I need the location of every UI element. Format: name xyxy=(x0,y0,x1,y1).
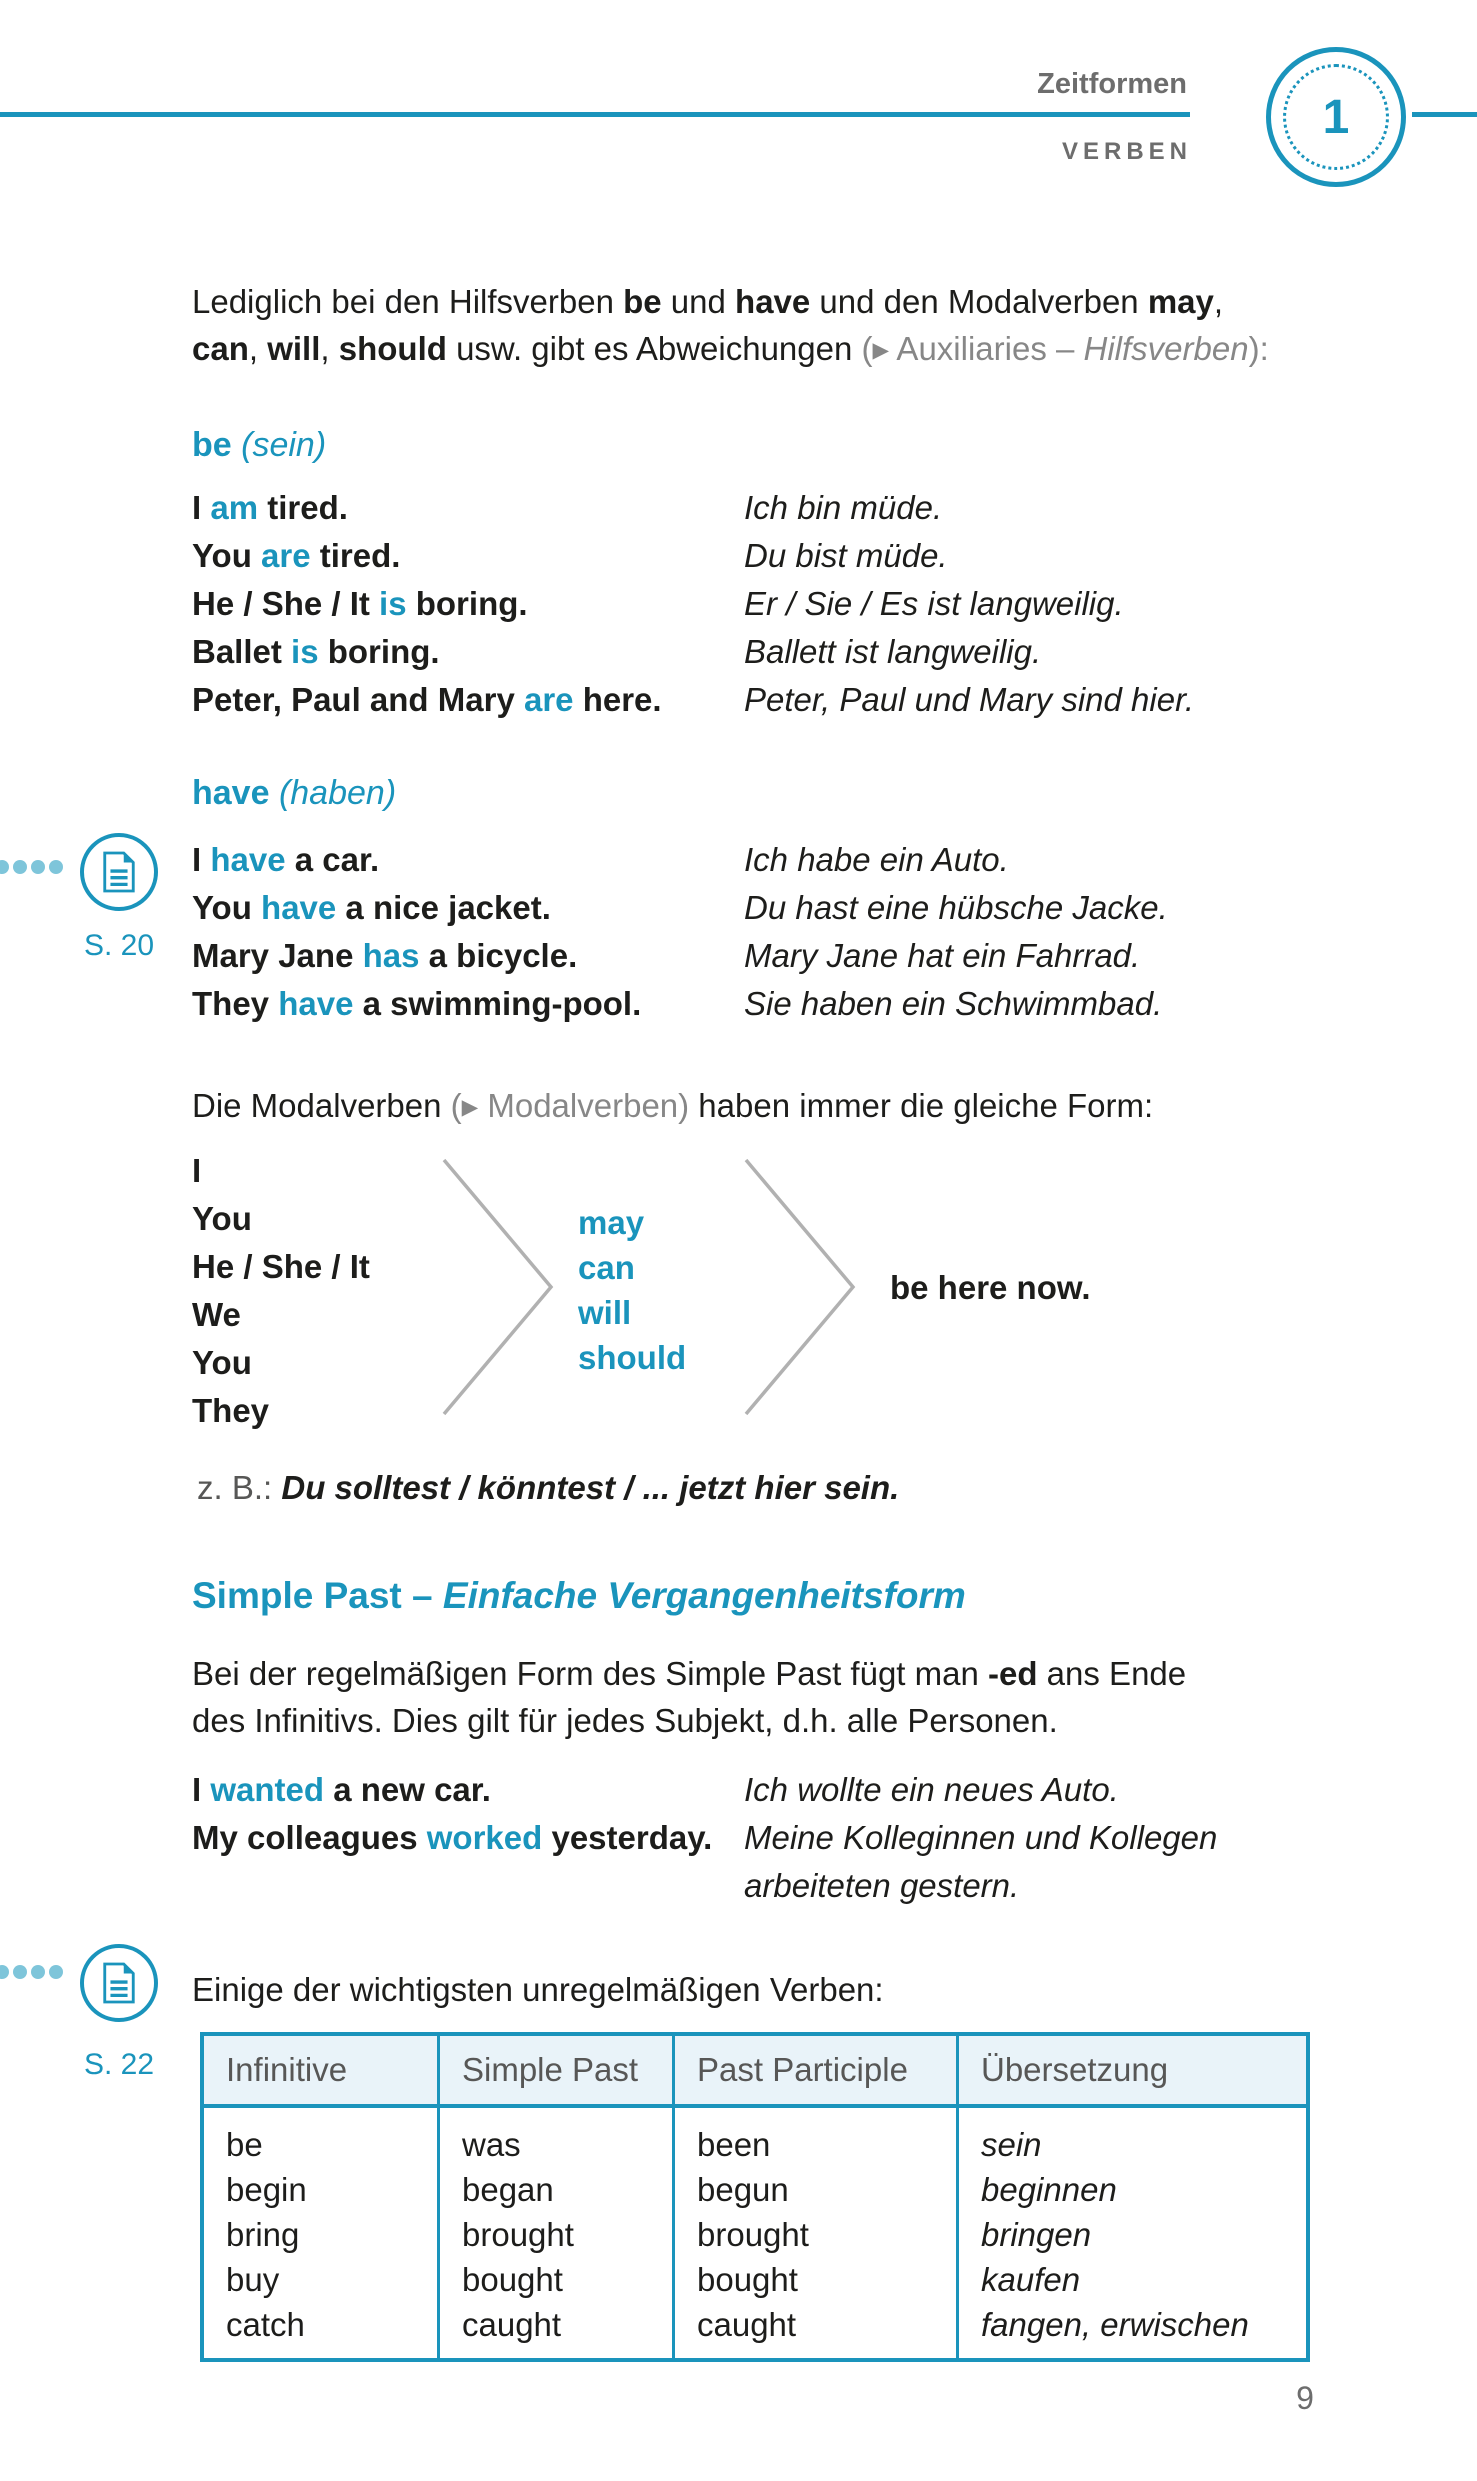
table-cell: caught xyxy=(672,2302,956,2358)
worksheet-document-icon xyxy=(80,833,158,911)
dot xyxy=(13,1965,27,1979)
german-translation: Er / Sie / Es ist langweilig. xyxy=(744,585,1124,622)
table-cell: fangen, erwischen xyxy=(956,2302,1306,2358)
modal-verb: will xyxy=(578,1294,632,1331)
table-cell: begun xyxy=(672,2167,956,2212)
table-row xyxy=(204,2167,1306,2212)
english-sentence: He / She / It is boring. xyxy=(192,585,528,622)
german-translation: Ballett ist langweilig. xyxy=(744,633,1042,670)
margin-dots xyxy=(0,1965,63,1979)
table-header-cell: Infinitive xyxy=(226,2051,348,2088)
table-cell: brought xyxy=(437,2212,672,2257)
dot xyxy=(49,860,63,874)
english-sentence: I have a car. xyxy=(192,841,380,878)
dot xyxy=(31,860,45,874)
table-cell: began xyxy=(437,2167,672,2212)
table-cell: beginnen xyxy=(956,2167,1306,2212)
dot xyxy=(49,1965,63,1979)
english-sentence: You have a nice jacket. xyxy=(192,889,551,926)
diagram-subject: He / She / It xyxy=(192,1248,370,1285)
table-body xyxy=(204,2108,1306,2358)
table-cell: bought xyxy=(437,2257,672,2302)
worksheet-document-icon xyxy=(80,1944,158,2022)
diagram-modal-verbs xyxy=(578,1200,686,1380)
document-icon xyxy=(100,1961,138,2005)
table-cell: caught xyxy=(437,2302,672,2358)
page-reference: S. 20 xyxy=(83,929,155,962)
german-translation: Peter, Paul und Mary sind hier. xyxy=(744,681,1195,718)
dot xyxy=(0,860,9,874)
english-sentence: I wanted a new car. xyxy=(192,1771,491,1808)
table-cell: brought xyxy=(672,2212,956,2257)
chapter-number-badge xyxy=(1266,47,1406,187)
english-sentence: My colleagues worked yesterday. xyxy=(192,1819,713,1856)
german-translation: Mary Jane hat ein Fahrrad. xyxy=(744,937,1141,974)
modal-verb: may xyxy=(578,1204,645,1241)
dot xyxy=(13,860,27,874)
german-translation: Du bist müde. xyxy=(744,537,948,574)
english-sentence: I am tired. xyxy=(192,489,348,526)
example-row xyxy=(192,1766,1322,1814)
table-cell: catch xyxy=(226,2306,305,2343)
english-sentence: Ballet is boring. xyxy=(192,633,440,670)
body-line: Bei der regelmäßigen Form des Simple Past fügt man -ed ans Ende xyxy=(192,1655,1187,1692)
table-row xyxy=(204,2257,1306,2302)
chapter-number: 1 xyxy=(1322,90,1350,144)
simple-past-heading: Simple Past – Einfache Vergangenheitsform xyxy=(192,1575,966,1616)
diagram-subjects xyxy=(192,1147,370,1435)
diagram-subject: I xyxy=(192,1152,202,1189)
english-sentence: You are tired. xyxy=(192,537,401,574)
table-cell: begin xyxy=(226,2171,307,2208)
german-translation: Ich habe ein Auto. xyxy=(744,841,1009,878)
chevron-right-icon xyxy=(742,1157,857,1417)
example-row xyxy=(192,980,1322,1028)
have-examples xyxy=(192,836,1322,1028)
modal-verb: should xyxy=(578,1339,687,1376)
table-cell: bringen xyxy=(956,2212,1306,2257)
document-icon xyxy=(100,850,138,894)
table-row xyxy=(204,2212,1306,2257)
example-note: z. B.: Du solltest / könntest / ... jetzt hier sein. xyxy=(197,1469,900,1506)
diagram-subject: You xyxy=(192,1200,252,1237)
dot xyxy=(0,1965,9,1979)
table-cell: been xyxy=(672,2108,956,2167)
table-cell: buy xyxy=(226,2261,280,2298)
example-row xyxy=(192,580,1322,628)
header-rule-left xyxy=(0,112,1190,117)
intro-line-1: Lediglich bei den Hilfsverben be und have und den Modalverben may, xyxy=(192,283,1224,320)
section-label: Zeitformen xyxy=(1037,68,1187,100)
diagram-completion: be here now. xyxy=(890,1269,1091,1306)
table-cell: kaufen xyxy=(956,2257,1306,2302)
chevron-right-icon xyxy=(440,1157,555,1417)
be-examples xyxy=(192,484,1322,724)
english-sentence: They have a swimming-pool. xyxy=(192,985,642,1022)
diagram-subject: They xyxy=(192,1392,270,1429)
modal-intro: Die Modalverben (▸ Modalverben) haben immer die gleiche Form: xyxy=(192,1087,1154,1124)
margin-dots xyxy=(0,860,63,874)
simple-past-examples xyxy=(192,1766,1322,1910)
example-row xyxy=(192,932,1322,980)
diagram-subject: We xyxy=(192,1296,241,1333)
table-header-cell: Übersetzung xyxy=(956,2036,1306,2104)
table-header-cell: Past Participle xyxy=(672,2036,956,2104)
table-header-row xyxy=(204,2036,1306,2108)
have-heading: have (haben) xyxy=(192,774,397,812)
table-header-cell: Simple Past xyxy=(437,2036,672,2104)
table-row xyxy=(204,2302,1306,2358)
chapter-label: VERBEN xyxy=(1061,138,1192,165)
german-translation: Sie haben ein Schwimmbad. xyxy=(744,985,1163,1022)
example-row xyxy=(192,532,1322,580)
table-cell: bought xyxy=(672,2257,956,2302)
table-caption: Einige der wichtigsten unregelmäßigen Verben: xyxy=(192,1971,884,2008)
irregular-verbs-table xyxy=(200,2032,1310,2362)
example-row xyxy=(192,836,1322,884)
example-row xyxy=(192,484,1322,532)
german-translation: Ich bin müde. xyxy=(744,489,943,526)
be-heading: be (sein) xyxy=(192,426,327,464)
example-row xyxy=(192,884,1322,932)
header-rule-right xyxy=(1412,112,1477,117)
german-line: Meine Kolleginnen und Kollegen xyxy=(744,1819,1218,1856)
modal-verb: can xyxy=(578,1249,635,1286)
german-line: arbeiteten gestern. xyxy=(744,1867,1020,1904)
table-cell: be xyxy=(226,2126,263,2163)
table-cell: bring xyxy=(226,2216,300,2253)
table-row xyxy=(204,2108,1306,2167)
page-number: 9 xyxy=(1296,2380,1314,2416)
table-cell: was xyxy=(437,2108,672,2167)
diagram-subject: You xyxy=(192,1344,252,1381)
page-reference: S. 22 xyxy=(83,2048,155,2081)
example-row xyxy=(192,628,1322,676)
english-sentence: Mary Jane has a bicycle. xyxy=(192,937,578,974)
german-translation: Du hast eine hübsche Jacke. xyxy=(744,889,1168,926)
english-sentence: Peter, Paul and Mary are here. xyxy=(192,681,662,718)
example-row xyxy=(192,1814,1322,1910)
intro-paragraph xyxy=(192,278,1269,372)
body-line: des Infinitivs. Dies gilt für jedes Subjekt, d.h. alle Personen. xyxy=(192,1702,1058,1739)
dot xyxy=(31,1965,45,1979)
intro-line-2: can, will, should usw. gibt es Abweichungen (▸ Auxiliaries – Hilfsverben): xyxy=(192,330,1269,367)
example-row xyxy=(192,676,1322,724)
german-translation: Ich wollte ein neues Auto. xyxy=(744,1771,1119,1808)
german-translation xyxy=(744,1814,1322,1910)
simple-past-body xyxy=(192,1650,1186,1744)
table-cell: sein xyxy=(956,2108,1306,2167)
